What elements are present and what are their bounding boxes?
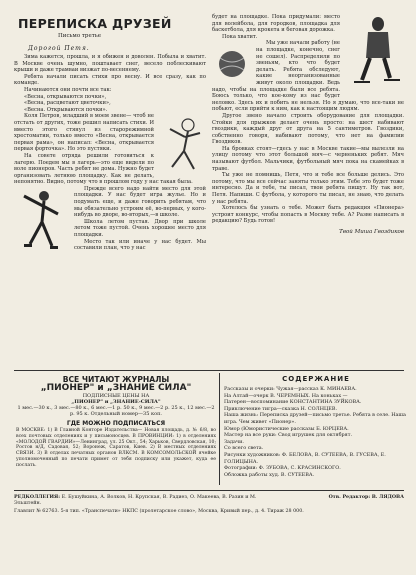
board-label: РЕДКОЛЛЕГИЯ: — [14, 494, 61, 500]
paragraph: Начинаются они почти все так: — [24, 86, 112, 93]
footer — [14, 494, 404, 516]
contents-item: На Алтай—очерк В. ЧЕРЕМНЫХ. На коньках — — [224, 392, 348, 399]
imprint: Главлит № 62763. 5-я тип. «Транспечати» НКПС (пролетарское слово», Москва, Кривый пер., д. 4. Тираж 28 000. — [14, 509, 304, 515]
paragraph: Прежде всего надо найти место для этой площадки. У нас будет игра жулье. Но и подумать еще, и даже говорить ребятам, что мы обязательно устроим её, во-первых, у кого-нибудь во дворе, во-вторых,—в школе. — [74, 185, 206, 219]
paragraph: На бровках стоят—гдесь у нас в Москве такие—мы вылезли на улицу потому что этот большой мяч—с черненьких ребят. Мяч называют футбол. Мальчики, футбольный мяч пока на скамейках в траве. — [212, 145, 404, 172]
divider-vertical — [219, 373, 220, 485]
paragraph: будет на площадке. Пока придумали: место для волейбола, для городков, площадка для баскетбола, для крокета и беговая дорожка. — [212, 14, 340, 34]
divider-top — [14, 370, 404, 371]
contents-item: Со всего света. — [224, 445, 264, 452]
paragraph: Ребята начали писать стихи про весну. И все сразу, как по команде. — [14, 73, 206, 87]
subscription-line2: „ПИОНЕР" и „ЗНАНИЕ СИЛА" — [40, 383, 192, 393]
contents-item: Приключение тигра—сказка Н. СОЛНЦЕВ. — [224, 405, 337, 412]
paragraph: Зима кажется, прошла, и я обижен и доволен. Побыла и хватит. В Москве очень шумно, поштавает снег, весело поблескивают крыши и даже трамваи визжат по-весеннему. — [14, 54, 206, 74]
boy-figure-icon — [158, 115, 206, 175]
subscription-box — [16, 375, 216, 475]
paragraph: Хотелось бы узнать о тебе. Может быть редакция «Пионера» устроит конкурс, чтобы попасть в Москву тебе. А? Разве написать в редакцию? Будь готов! — [212, 205, 404, 225]
subscription-line3: ПОДПИСНЫЕ ЦЕНЫ НА — [82, 393, 150, 399]
editor-name: В. ЛЯДОВА — [371, 494, 404, 500]
skater-figure-icon — [344, 14, 404, 94]
editor-label: Отв. Редактор: — [328, 494, 371, 500]
paragraph: «Весна, расцветают цветочки», — [24, 100, 111, 107]
ball-icon — [212, 44, 252, 84]
article-right-column — [212, 14, 404, 235]
paragraph: Мы уже начали работу (не на площадке, конечно, снег не сошел). Распределили по звеньям, кто что будет делать. Ребята обследуют, какие неорганизованные живут около площадки. Ведь надо, чтобы на площадке были все ребята. Боюсь только, что кое-кому из нас будет неловко. Здесь их и побить не нельзя. Но я думаю, что все-таки не побьют, если прийти к ним, как к настоящим людям. — [212, 40, 404, 113]
paragraph: «Весна. Открываются почки». — [24, 106, 108, 113]
illustration-skater — [344, 14, 404, 94]
contents-item: Патерен—воспоминание КОНСТАНТИНА ЗУЙКОВА. — [224, 399, 362, 406]
contents-item: Юмор (Юмористические рассказы Б. ЮРЦЕВА. — [224, 425, 349, 432]
contents-box — [224, 375, 408, 485]
paragraph: «Весна, открываются почки», — [24, 93, 107, 100]
board-names: Е. Бушуйкина, А. Волков, Н. Крупская, В. Радиез, О. Макеева, В. Разин и М. Эльштейн. — [14, 495, 257, 507]
article-subtitle: Письмо третье — [58, 33, 101, 39]
subscription-where-text: В МОСКВЕ: 1) В Главной Конторе Издательства— Новая площадь, д. № 6/8, во всех почтовых отделениях и у письмоносцев. В ПРОВИНЦИИ: 1) в отделениях «МОЛОДОЙ ГВАРДИИ»—Ленинград, ул. 25 Окт., 54; Харьков, Свердловская, 10; Ростов н/Д, Садовая, 52; Воронеж, Саратов, Киев. 2) В местных отделениях СВЯЗИ. 3) В отделах печатных органов ВЛКСМ. В КОМСОМОЛЬСКОЙ ячейке уполномоченный по печати примет от тебя подписку или укажет, куда ее послать. — [16, 428, 216, 468]
article-left-column — [14, 14, 206, 258]
subscription-prices: 1 мес.—30 к., 3 мес.—80 к., 6 мес.—1 р. 50 к., 9 мес.—2 р. 25 к., 12 мес.—2 р. 95 к. Отдельный номер—35 коп. — [17, 405, 215, 417]
paragraph: Коля Петров, младший в моем звене— чтоб не отстать от других, тоже решил написать стихи. И вместо этого стянул из старорежимной хрестоматии, только вместо «Весна, открывается первая рама», он написал: «Весна, открывается первая форточка». Но это пустяки. — [14, 113, 154, 153]
paragraph: На совете отряда решили готовиться к лагерю. Поедем мы в лагерь—это еще видели по воле пионеров. Часть ребят не дома. Нужно будет организовать летнюю площадку. Как не делать, непонятно. Видно, потому что в прошлом году у нас такая была. — [14, 152, 193, 186]
contents-item: Обложка работы худ. В. СУТЕЕВА. — [224, 471, 315, 478]
greeting: Дорогой Петя. — [28, 45, 90, 52]
contents-item: Наша жизнь: Переписка друзей—письмо третье. Ребята в селе. Наша игра. Чем живет «Пионер». — [224, 412, 406, 425]
contents-item: Задачи. — [224, 438, 244, 445]
contents-item: Фотографии: Ф. ЗУБОВА, С. КРАСИНСКОГО. — [224, 465, 341, 472]
subscription-line4: „ПИОНЕР" и „ЗНАНИЕ-СИЛА" — [71, 399, 161, 405]
subscription-where-title: ГДЕ МОЖНО ПОДПИСАТЬСЯ — [66, 420, 166, 427]
paragraph: Школа летом пустая. Двор при школе летом тоже пустой. Очень хорошее место для площадки. — [74, 218, 206, 239]
paragraph: Ты уже не помнишь, Петя, что и тебе все больше делись. Это потому, что мы все сейчас заняты только этим. Тебе это будет тоже интересно. Да и тебе, ты писал, твои ребята пишут. Ну так вот, Петя. Напиши. С футбола, у которого ты писал, не знаю, что делать у нас ребята. — [212, 172, 404, 205]
divider-bottom — [14, 490, 404, 491]
player-figure-icon — [14, 188, 70, 258]
illustration-jumping-boy — [158, 115, 206, 175]
contents-item: Рассказы и очерки: Чужая—рассказ К. МИНАЕВА. — [224, 386, 357, 392]
contents-item: Мастер на все руки: Свод игрушек для октябрят. — [224, 432, 353, 439]
article-title: ПЕРЕПИСКА ДРУЗЕЙ — [18, 16, 172, 31]
paragraph: Другое звено начало строить оборудование для площадки. Стойки для прыжков делает очень просто: на шест набивают гвоздики, каждый друг от друга на 5 сантиметров. Гвоздики, собственно говоря, набивают потому, что нет на фамилии Гвоздиков. — [212, 112, 404, 146]
subscription-line1: ВСЕ ЧИТАЮТ ЖУРНАЛЫ — [62, 375, 170, 384]
paragraph: Пока хватит. — [222, 33, 258, 40]
illustration-basketball-boy — [14, 188, 70, 258]
signature: Твой Миша Гвоздиков — [339, 229, 404, 235]
contents-item: Рисунки художников: Ф. БЕЛОВА, В. СУТЕЕВА, В. ГУСЕВА, Е. ГОЛИЦЫНА. — [224, 451, 386, 465]
paragraph: Место так или иначе у нас будет. Мы составили план, что у нас — [74, 238, 206, 252]
contents-title: СОДЕРЖАНИЕ — [282, 375, 350, 383]
illustration-ball — [212, 44, 252, 84]
